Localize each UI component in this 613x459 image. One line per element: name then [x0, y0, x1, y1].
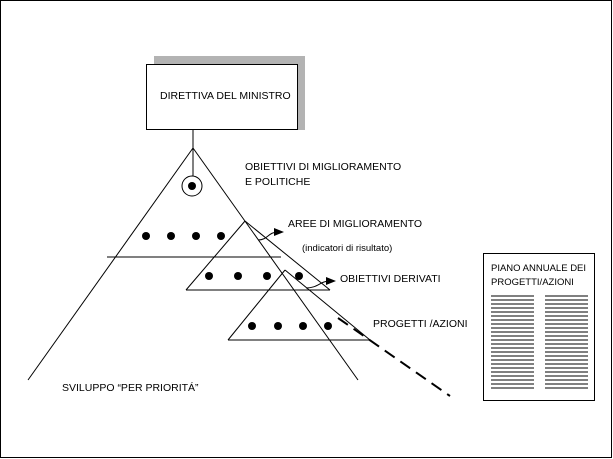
- label-result-indicators: (indicatori di risultato): [302, 243, 393, 254]
- label-improvement-areas: AREE DI MIGLIORAMENTO: [288, 218, 422, 230]
- dot-group-level-1: [182, 176, 202, 196]
- directive-box-label: DIRETTIVA DEL MINISTRO: [160, 90, 291, 102]
- label-projects-actions: PROGETTI /AZIONI: [373, 318, 468, 330]
- label-objectives-line1: OBIETTIVI DI MIGLIORAMENTO: [245, 161, 402, 173]
- label-derived-objectives: OBIETTIVI DERIVATI: [340, 273, 441, 285]
- area-connector: [258, 228, 284, 240]
- label-priority-development: SVILUPPO “PER PRIORITÁ”: [62, 382, 199, 394]
- label-objectives-line2: E POLITICHE: [245, 176, 311, 188]
- annual-plan-rule-lines: [491, 296, 588, 388]
- annual-plan-title-line2: PROGETTI/AZIONI: [491, 277, 574, 288]
- annual-plan-title-line1: PIANO ANNUALE DEI: [491, 263, 587, 274]
- dot-group-level-2: [142, 232, 225, 240]
